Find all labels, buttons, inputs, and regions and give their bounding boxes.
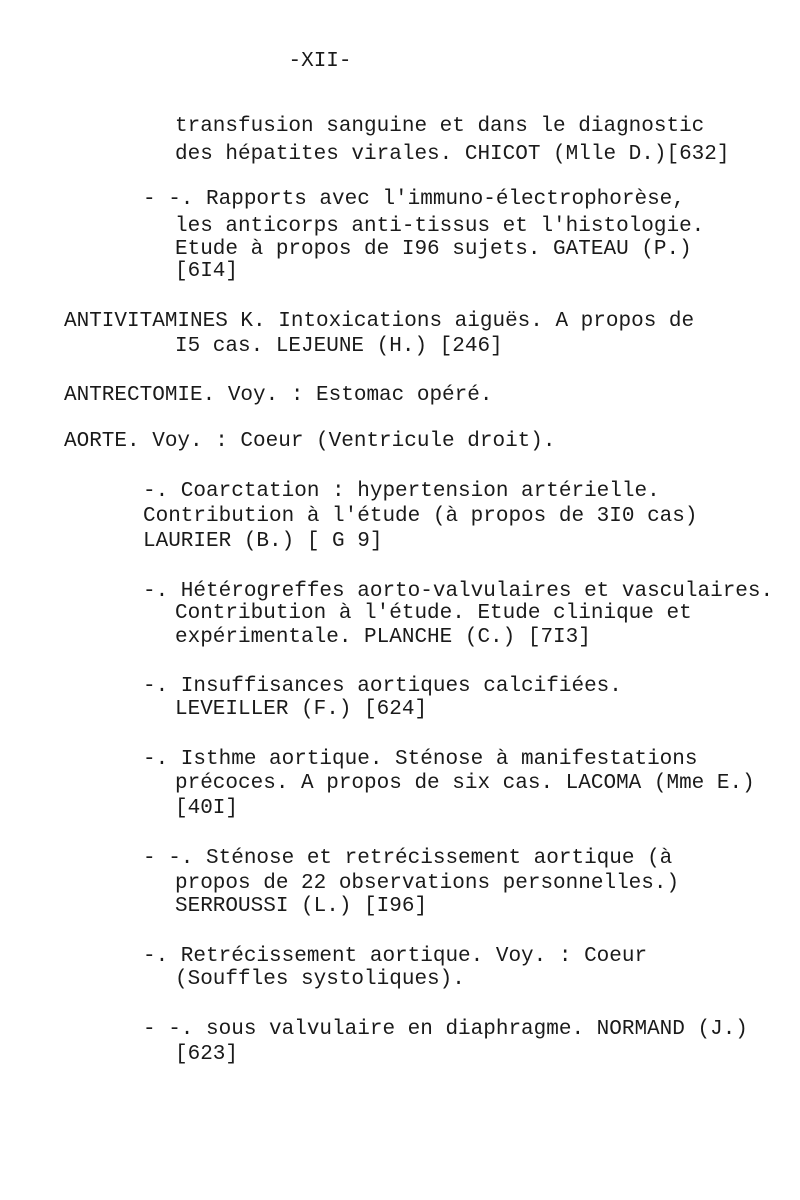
entry-line: - -. Sténose et retrécissement aortique (à — [143, 847, 673, 870]
entry-line: LAURIER (B.) [ G 9] — [143, 530, 383, 553]
page-number: -XII- — [288, 50, 352, 73]
entry-line: Contribution à l'étude (à propos de 3I0 cas) — [143, 505, 698, 528]
entry-line: précoces. A propos de six cas. LACOMA (Mme E.) — [175, 772, 755, 795]
entry-line: -. Retrécissement aortique. Voy. : Coeur — [143, 945, 648, 968]
entry-line: [623] — [175, 1043, 239, 1066]
entry-line: - -. Rapports avec l'immuno-électrophorèse, — [143, 188, 685, 211]
entry-line: propos de 22 observations personnelles.) — [175, 872, 680, 895]
entry-line: (Souffles systoliques). — [175, 968, 465, 991]
entry-line: expérimentale. PLANCHE (C.) [7I3] — [175, 626, 591, 649]
entry-line: - -. sous valvulaire en diaphragme. NORMAND (J.) — [143, 1018, 748, 1041]
entry-line: Etude à propos de I96 sujets. GATEAU (P.) — [175, 238, 692, 261]
entry-line: transfusion sanguine et dans le diagnostic — [175, 115, 705, 138]
entry-line: -. Coarctation : hypertension artérielle. — [143, 480, 660, 503]
entry-line: [6I4] — [175, 260, 239, 283]
entry-line: les anticorps anti-tissus et l'histologie. — [175, 215, 705, 238]
entry-line: I5 cas. LEJEUNE (H.) [246] — [175, 335, 503, 358]
entry-line: LEVEILLER (F.) [624] — [175, 698, 428, 721]
entry-line: SERROUSSI (L.) [I96] — [175, 895, 428, 918]
entry-line: des hépatites virales. CHICOT (Mlle D.)[632] — [175, 143, 730, 166]
entry-line: ANTIVITAMINES K. Intoxications aiguës. A propos de — [64, 310, 695, 333]
entry-line: -. Insuffisances aortiques calcifiées. — [143, 675, 622, 698]
entry-line: AORTE. Voy. : Coeur (Ventricule droit). — [64, 430, 556, 453]
entry-line: -. Isthme aortique. Sténose à manifestations — [143, 748, 698, 771]
entry-line: Contribution à l'étude. Etude clinique et — [175, 602, 692, 625]
entry-line: ANTRECTOMIE. Voy. : Estomac opéré. — [64, 384, 493, 407]
entry-line: [40I] — [175, 797, 239, 820]
entry-line: -. Hétérogreffes aorto-valvulaires et vasculaires. — [143, 580, 774, 603]
